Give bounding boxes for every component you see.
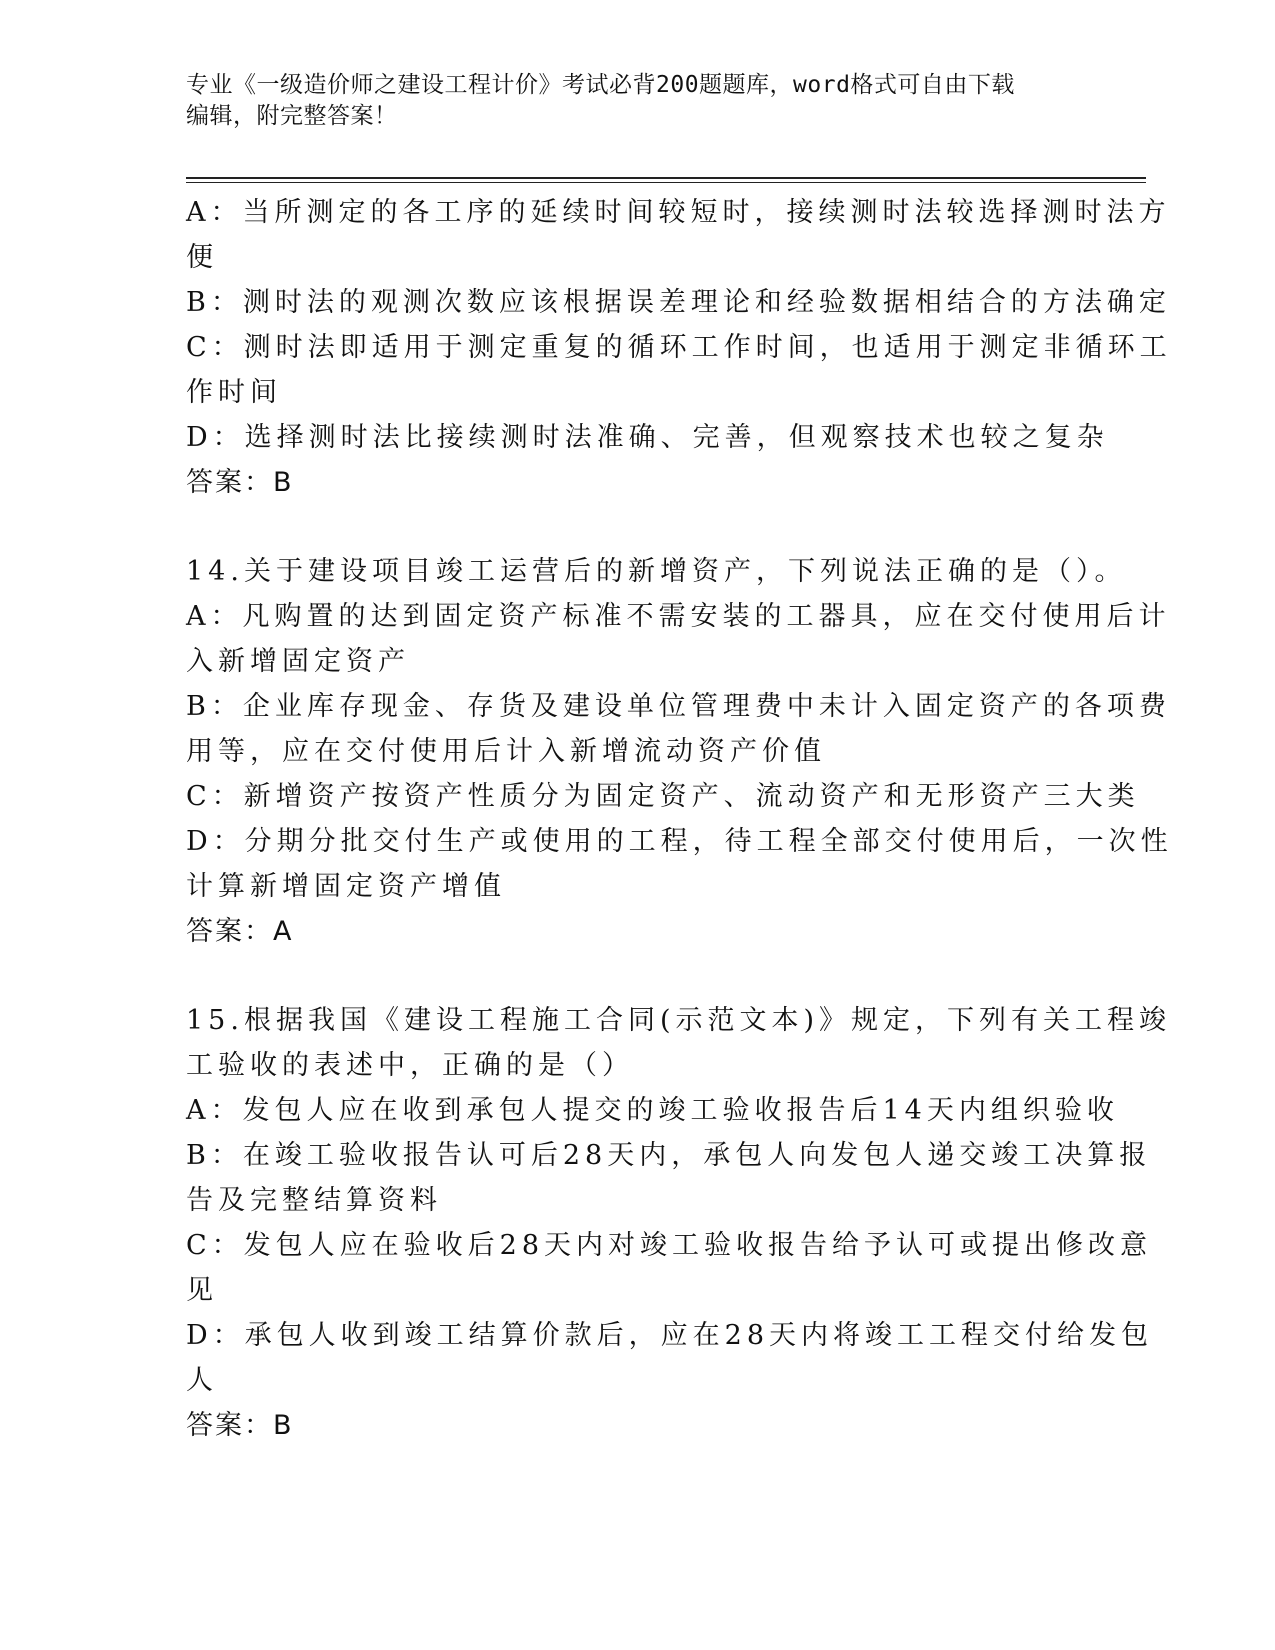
spacer [186,954,1056,998]
option-a-line-2: 入新增固定资产 [186,646,410,677]
option-a-line-2: 便 [186,242,218,273]
question-15-stem-line-1: 15.根据我国《建设工程施工合同(示范文本)》规定，下列有关工程竣 [186,1005,1172,1036]
option-a-line-1: A：凡购置的达到固定资产标准不需安装的工器具，应在交付使用后计 [186,601,1171,632]
question-15-stem-line-2: 工验收的表述中，正确的是（） [186,1050,634,1081]
option-d-line-2: 计算新增固定资产增值 [186,871,506,902]
option-c-line-1: C：测时法即适用于测定重复的循环工作时间，也适用于测定非循环工 [186,332,1172,363]
document-header [186,70,1086,132]
answer-13: 答案：B [186,467,294,498]
option-d-line-2: 人 [186,1365,218,1396]
option-b-line-2: 用等，应在交付使用后计入新增流动资产价值 [186,736,826,767]
option-a-line-1: A：当所测定的各工序的延续时间较短时，接续测时法较选择测时法方 [186,197,1171,228]
answer-15: 答案：B [186,1410,294,1441]
option-d-line-1: D：承包人收到竣工结算价款后，应在28天内将竣工工程交付给发包 [186,1320,1154,1351]
option-d-line-1: D：分期分批交付生产或使用的工程，待工程全部交付使用后，一次性 [186,826,1173,857]
question-14 [186,549,1173,954]
question-13-options [186,190,1172,505]
option-b-line-2: 告及完整结算资料 [186,1185,442,1216]
option-b-line-1: B：在竣工验收报告认可后28天内，承包人向发包人递交竣工决算报 [186,1140,1152,1171]
header-divider [186,177,1146,183]
option-b: B：测时法的观测次数应该根据误差理论和经验数据相结合的方法确定 [186,287,1171,318]
option-c: C：新增资产按资产性质分为固定资产、流动资产和无形资产三大类 [186,781,1140,812]
option-d: D：选择测时法比接续测时法准确、完善，但观察技术也较之复杂 [186,422,1109,453]
header-title-line-2: 编辑，附完整答案！ [186,103,398,129]
question-14-stem: 14.关于建设项目竣工运营后的新增资产，下列说法正确的是（）。 [186,556,1127,587]
option-a: A：发包人应在收到承包人提交的竣工验收报告后14天内组织验收 [186,1095,1119,1126]
spacer [186,505,1056,549]
option-c-line-2: 见 [186,1275,218,1306]
answer-14: 答案：A [186,916,294,947]
option-c-line-2: 作时间 [186,377,282,408]
option-b-line-1: B：企业库存现金、存货及建设单位管理费中未计入固定资产的各项费 [186,691,1171,722]
question-list [186,190,1173,1448]
option-c-line-1: C：发包人应在验收后28天内对竣工验收报告给予认可或提出修改意 [186,1230,1153,1261]
header-title-line-1: 专业《一级造价师之建设工程计价》考试必背200题题库，word格式可自由下载 [186,72,1015,98]
question-15 [186,998,1172,1448]
